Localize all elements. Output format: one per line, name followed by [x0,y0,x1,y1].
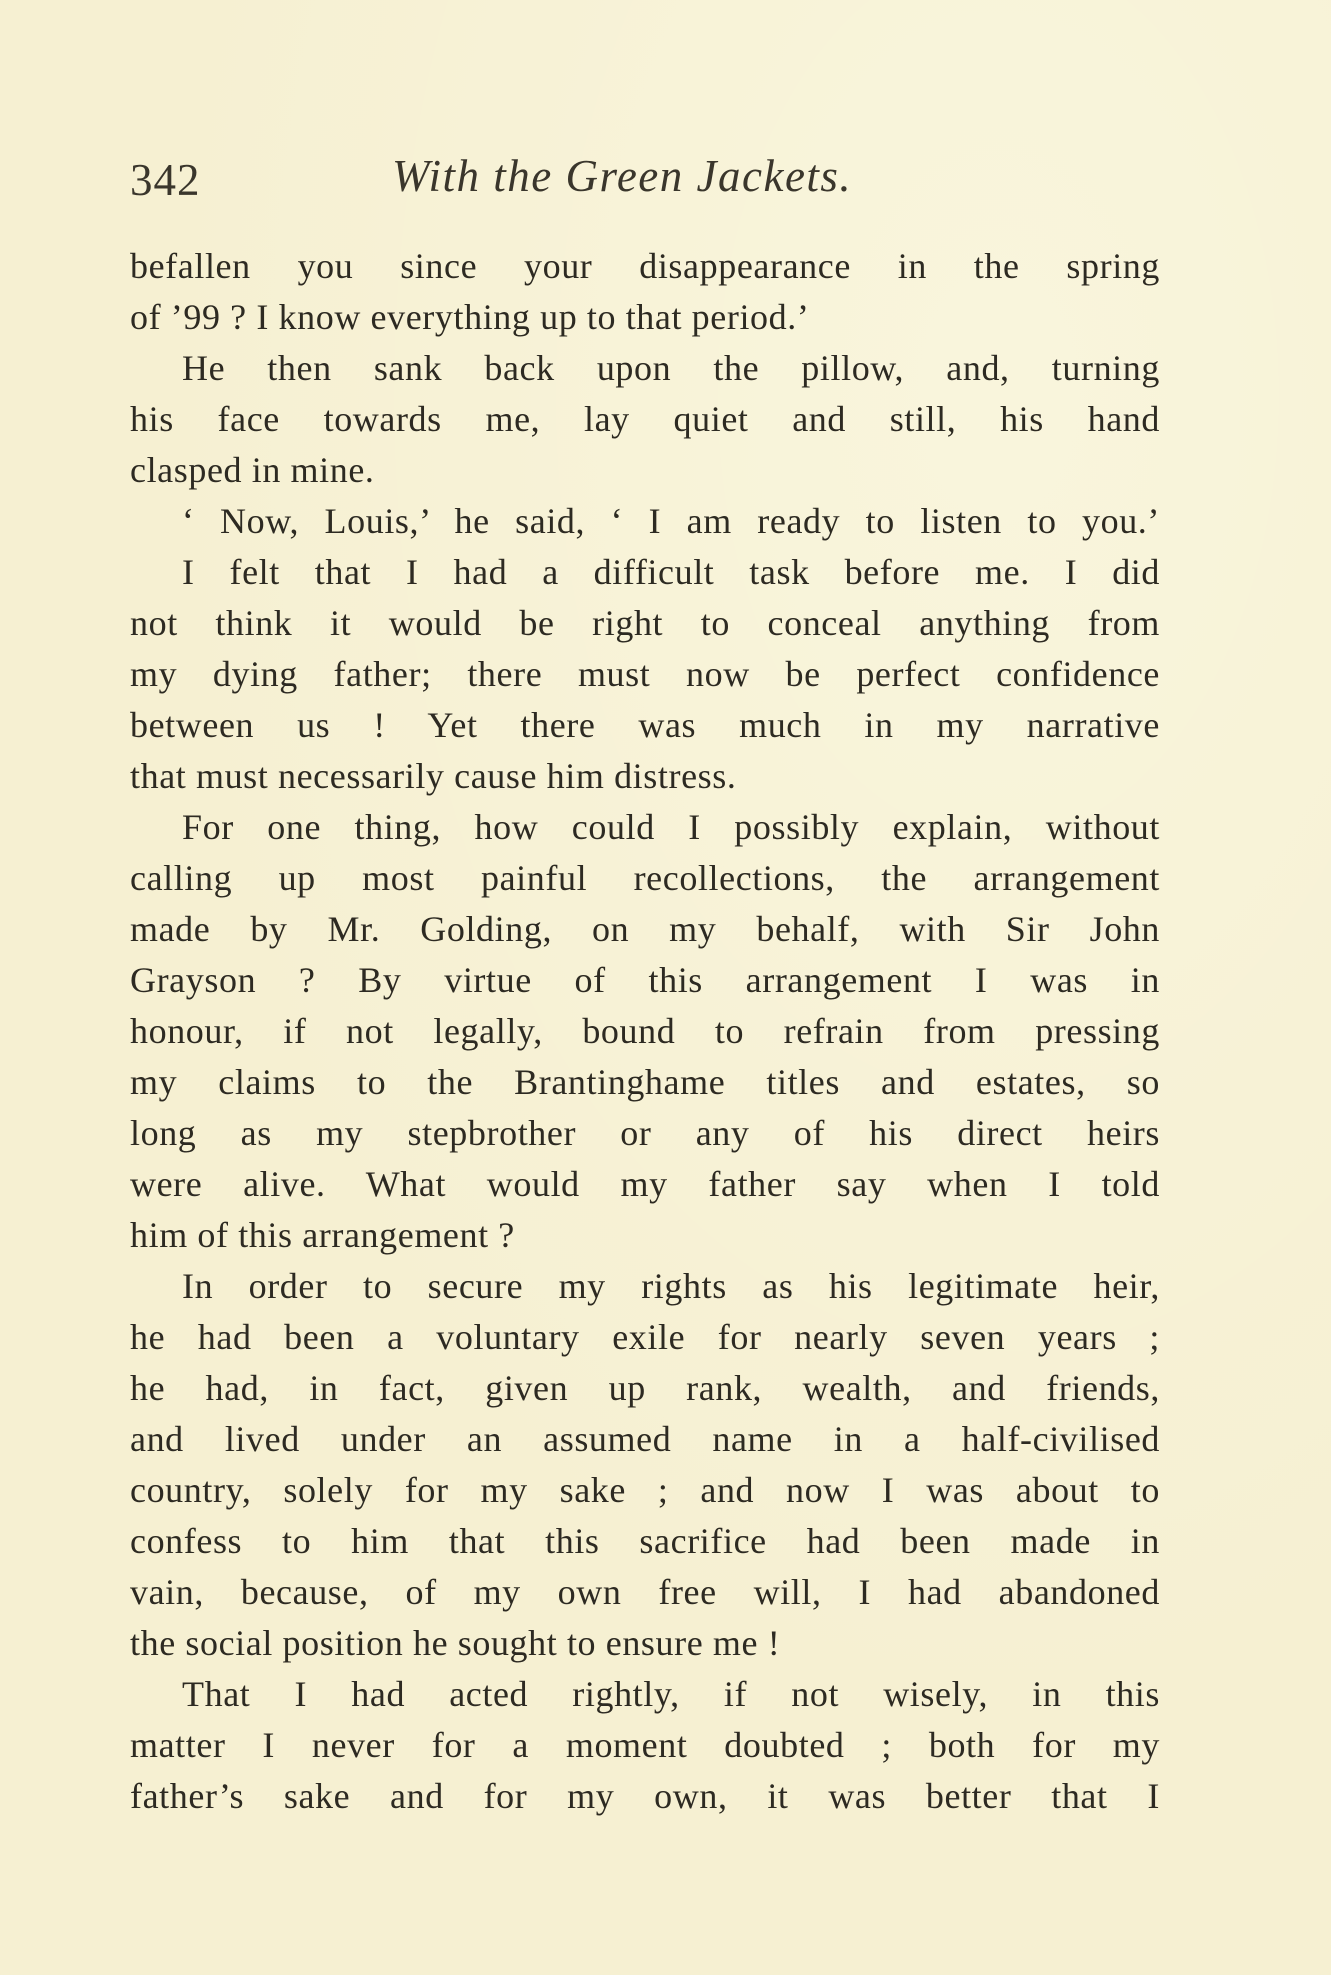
text-line: his face towards me, lay quiet and still, his hand [130,399,1160,439]
text-line: ‘ Now, Louis,’ he said, ‘ I am ready to listen to you.’ [182,501,1160,541]
text-line: I felt that I had a difficult task before me. I did [182,552,1160,592]
text-line: my claims to the Brantinghame titles and estates, so [130,1062,1160,1102]
text-line: country, solely for my sake ; and now I was about to [130,1470,1160,1510]
text-line: For one thing, how could I possibly explain, without [182,807,1160,847]
text-line: not think it would be right to conceal anything from [130,603,1160,643]
text-line: vain, because, of my own free will, I had abandoned [130,1572,1160,1612]
text-line: befallen you since your disappearance in the spring [130,246,1160,286]
text-line: long as my stepbrother or any of his direct heirs [130,1113,1160,1153]
text-line: calling up most painful recollections, the arrangement [130,858,1160,898]
text-line: the social position he sought to ensure me ! [130,1623,781,1663]
page-number: 342 [130,155,201,205]
body-text [130,241,1160,1822]
page-header [130,150,1160,210]
text-line: confess to him that this sacrifice had been made in [130,1521,1160,1561]
text-line: In order to secure my rights as his legitimate heir, [182,1266,1160,1306]
text-line: that must necessarily cause him distress. [130,756,737,796]
text-line: and lived under an assumed name in a half-civilised [130,1419,1160,1459]
text-line: father’s sake and for my own, it was better that I [130,1776,1160,1816]
running-title: With the Green Jackets. [392,151,853,201]
text-line: he had, in fact, given up rank, wealth, and friends, [130,1368,1160,1408]
text-line: were alive. What would my father say when I told [130,1164,1160,1204]
text-line: honour, if not legally, bound to refrain from pressing [130,1011,1160,1051]
text-line: That I had acted rightly, if not wisely, in this [182,1674,1160,1714]
text-line: He then sank back upon the pillow, and, turning [182,348,1160,388]
text-line: him of this arrangement ? [130,1215,515,1255]
text-line: clasped in mine. [130,450,375,490]
text-line: of ’99 ? I know everything up to that period.’ [130,297,810,337]
text-line: between us ! Yet there was much in my narrative [130,705,1160,745]
text-line: made by Mr. Golding, on my behalf, with Sir John [130,909,1160,949]
text-line: he had been a voluntary exile for nearly seven years ; [130,1317,1160,1357]
text-line: my dying father; there must now be perfect confidence [130,654,1160,694]
text-line: matter I never for a moment doubted ; both for my [130,1725,1160,1765]
text-line: Grayson ? By virtue of this arrangement I was in [130,960,1160,1000]
